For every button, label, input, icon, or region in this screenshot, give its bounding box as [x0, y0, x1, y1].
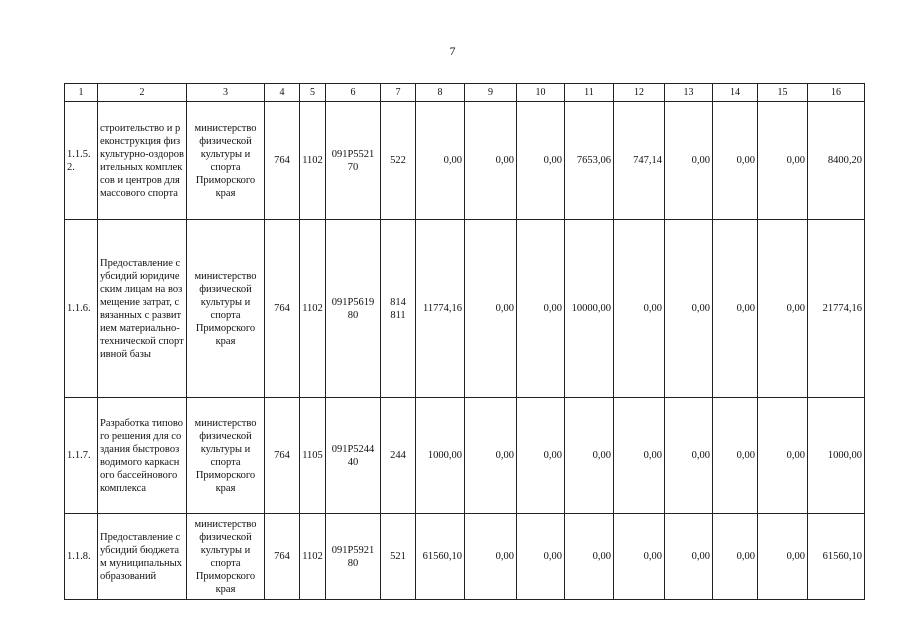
amount-cell: 0,00 [758, 514, 808, 600]
executor-cell: министерство физической культуры и спорта Приморского края [187, 514, 265, 600]
section-code-cell: 1102 [300, 220, 326, 398]
amount-cell: 11774,16 [416, 220, 465, 398]
executor-cell: министерство физической культуры и спорта Приморского края [187, 102, 265, 220]
header-cell: 8 [416, 84, 465, 102]
measure-name-cell: Разработка типового решения для создания быстровозводимого каркасного бассейнового комплекса [98, 398, 187, 514]
amount-cell: 0,00 [465, 220, 517, 398]
amount-cell: 0,00 [465, 514, 517, 600]
target-article-cell: 091Р5521 70 [326, 102, 381, 220]
header-cell: 14 [713, 84, 758, 102]
header-cell: 12 [614, 84, 665, 102]
amount-cell: 0,00 [614, 514, 665, 600]
amount-cell: 0,00 [565, 514, 614, 600]
target-article-cell: 091Р5619 80 [326, 220, 381, 398]
row-index-cell: 1.1.8. [65, 514, 98, 600]
table-body [65, 84, 865, 600]
total-cell: 1000,00 [808, 398, 865, 514]
amount-cell: 0,00 [614, 220, 665, 398]
row-index-cell: 1.1.5. 2. [65, 102, 98, 220]
total-cell: 8400,20 [808, 102, 865, 220]
amount-cell: 0,00 [758, 398, 808, 514]
amount-cell: 0,00 [517, 102, 565, 220]
section-code-cell: 1102 [300, 514, 326, 600]
amount-cell: 0,00 [665, 398, 713, 514]
target-article-cell: 091Р5244 40 [326, 398, 381, 514]
amount-cell: 0,00 [465, 398, 517, 514]
header-cell: 6 [326, 84, 381, 102]
table-row [65, 220, 865, 398]
amount-cell: 0,00 [713, 102, 758, 220]
expense-type-cell: 521 [381, 514, 416, 600]
target-article-cell: 091Р5921 80 [326, 514, 381, 600]
grbs-code-cell: 764 [265, 102, 300, 220]
section-code-cell: 1102 [300, 102, 326, 220]
table-row [65, 102, 865, 220]
expense-type-cell: 522 [381, 102, 416, 220]
grbs-code-cell: 764 [265, 398, 300, 514]
table-row [65, 398, 865, 514]
header-cell: 2 [98, 84, 187, 102]
amount-cell: 0,00 [465, 102, 517, 220]
amount-cell: 1000,00 [416, 398, 465, 514]
amount-cell: 0,00 [614, 398, 665, 514]
header-cell: 3 [187, 84, 265, 102]
total-cell: 61560,10 [808, 514, 865, 600]
header-cell: 4 [265, 84, 300, 102]
amount-cell: 0,00 [758, 102, 808, 220]
amount-cell: 7653,06 [565, 102, 614, 220]
table-row [65, 514, 865, 600]
header-cell: 1 [65, 84, 98, 102]
page-number: 7 [449, 44, 456, 58]
section-code-cell: 1105 [300, 398, 326, 514]
amount-cell: 0,00 [665, 102, 713, 220]
amount-cell: 0,00 [565, 398, 614, 514]
amount-cell: 747,14 [614, 102, 665, 220]
measure-name-cell: Предоставление субсидий бюджетам муниципальных образований [98, 514, 187, 600]
amount-cell: 0,00 [713, 220, 758, 398]
executor-cell: министерство физической культуры и спорта Приморского края [187, 398, 265, 514]
amount-cell: 0,00 [758, 220, 808, 398]
amount-cell: 0,00 [713, 514, 758, 600]
header-cell: 7 [381, 84, 416, 102]
header-cell: 10 [517, 84, 565, 102]
header-cell: 13 [665, 84, 713, 102]
header-cell: 16 [808, 84, 865, 102]
table-header-row [65, 84, 865, 102]
header-cell: 11 [565, 84, 614, 102]
expense-type-cell: 244 [381, 398, 416, 514]
amount-cell: 0,00 [665, 220, 713, 398]
amount-cell: 0,00 [517, 514, 565, 600]
measure-name-cell: Предоставление субсидий юридическим лицам на возмещение затрат, связанных с развитием материально-технической спортивной базы [98, 220, 187, 398]
header-cell: 5 [300, 84, 326, 102]
budget-table [64, 83, 865, 600]
header-cell: 9 [465, 84, 517, 102]
amount-cell: 0,00 [517, 220, 565, 398]
amount-cell: 0,00 [713, 398, 758, 514]
grbs-code-cell: 764 [265, 220, 300, 398]
row-index-cell: 1.1.7. [65, 398, 98, 514]
expense-type-cell: 814 811 [381, 220, 416, 398]
measure-name-cell: строительство и реконструкция физкультурно-оздоровительных комплексов и центров для массового спорта [98, 102, 187, 220]
row-index-cell: 1.1.6. [65, 220, 98, 398]
header-cell: 15 [758, 84, 808, 102]
amount-cell: 10000,00 [565, 220, 614, 398]
amount-cell: 0,00 [665, 514, 713, 600]
amount-cell: 0,00 [416, 102, 465, 220]
executor-cell: министерство физической культуры и спорта Приморского края [187, 220, 265, 398]
grbs-code-cell: 764 [265, 514, 300, 600]
amount-cell: 0,00 [517, 398, 565, 514]
total-cell: 21774,16 [808, 220, 865, 398]
amount-cell: 61560,10 [416, 514, 465, 600]
